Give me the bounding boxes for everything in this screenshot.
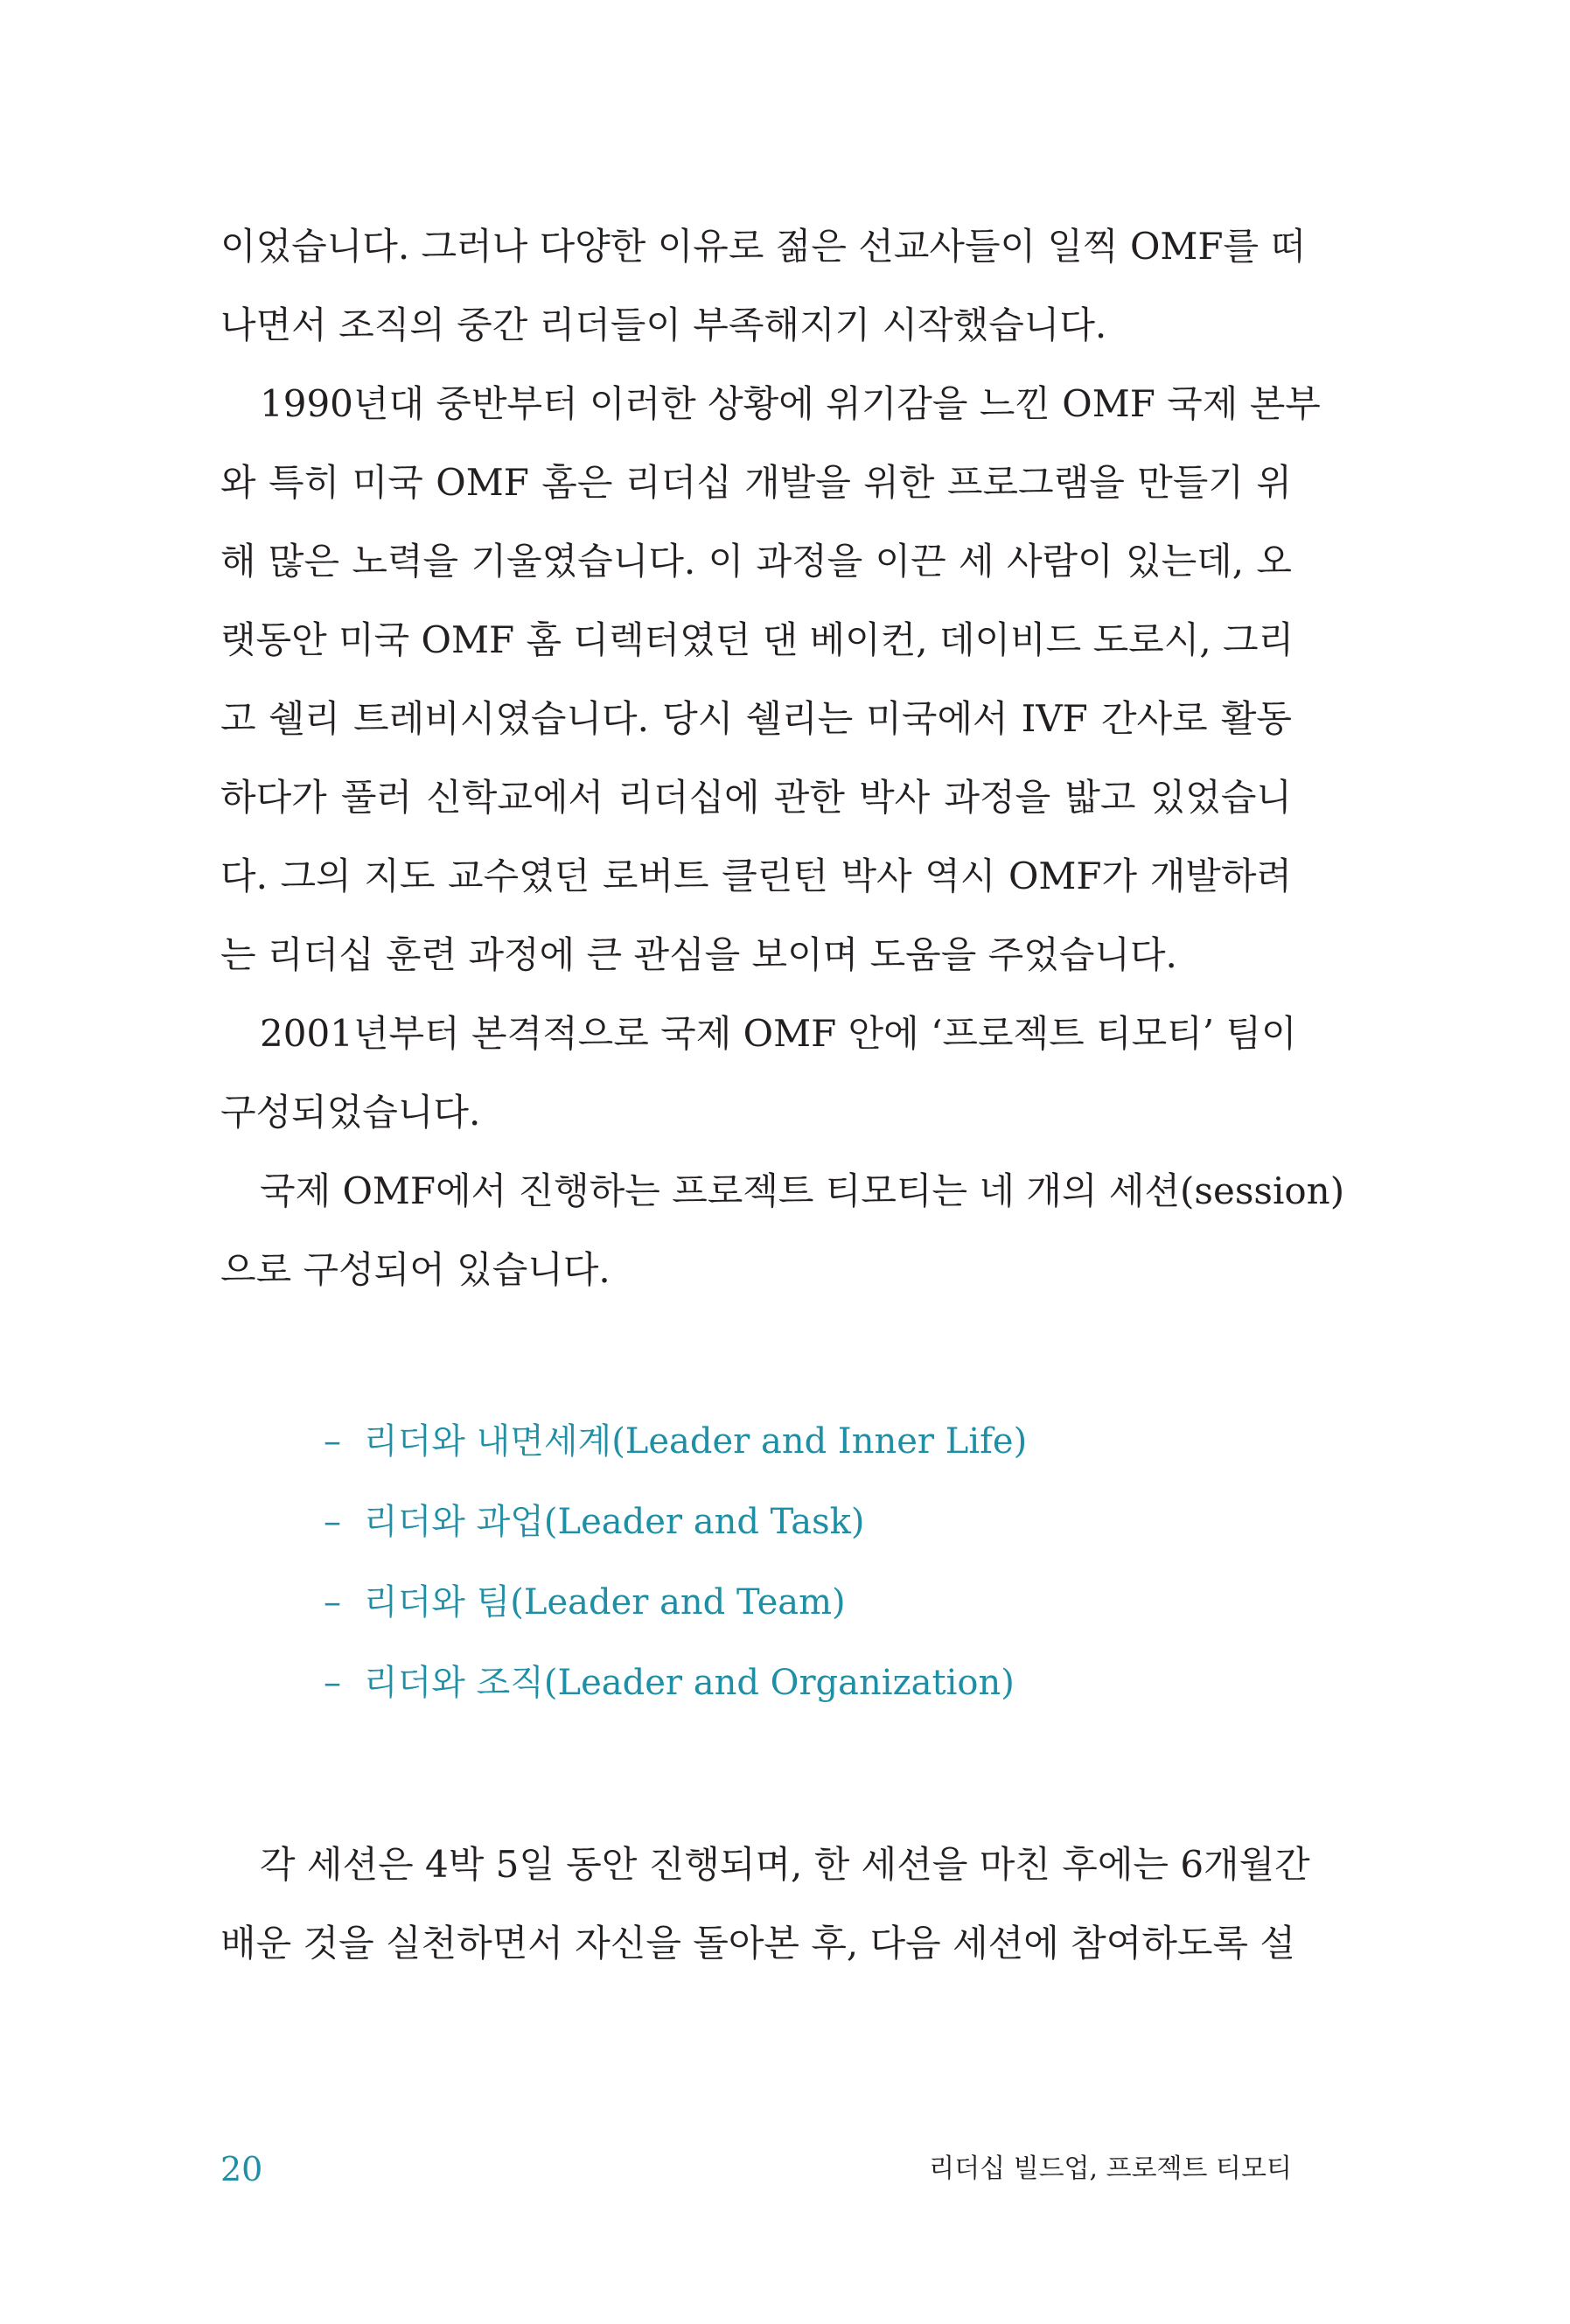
session-label: 리더와 팀(Leader and Team) (364, 1582, 846, 1623)
body-line: 다. 그의 지도 교수였던 로버트 클린턴 박사 역시 OMF가 개발하려 (220, 855, 1292, 897)
running-footer-title: 리더십 빌드업, 프로젝트 티모티 (929, 2153, 1292, 2184)
body-line: 고 쉘리 트레비시였습니다. 당시 쉘리는 미국에서 IVF 간사로 활동 (220, 697, 1292, 740)
body-line: 이었습니다. 그러나 다양한 이유로 젊은 선교사들이 일찍 OMF를 떠 (220, 225, 1307, 268)
session-list-item (324, 1658, 1015, 1707)
body-line: 1990년대 중반부터 이러한 상황에 위기감을 느낀 OMF 국제 본부 (260, 382, 1321, 425)
body-line: 2001년부터 본격적으로 국제 OMF 안에 ‘프로젝트 티모티’ 팀이 (260, 1012, 1297, 1055)
body-line: 구성되었습니다. (220, 1091, 481, 1134)
session-list-item (324, 1417, 1027, 1466)
page-number: 20 (220, 2150, 263, 2188)
session-label: 리더와 내면세계(Leader and Inner Life) (364, 1421, 1028, 1462)
body-line: 각 세션은 4박 5일 동안 진행되며, 한 세션을 마친 후에는 6개월간 (260, 1843, 1310, 1886)
session-list-item (324, 1497, 864, 1546)
list-dash: – (324, 1663, 341, 1703)
session-label: 리더와 조직(Leader and Organization) (364, 1663, 1015, 1703)
body-line: 는 리더십 훈련 과정에 큰 관심을 보이며 도움을 주었습니다. (220, 933, 1177, 976)
body-line: 와 특히 미국 OMF 홈은 리더십 개발을 위한 프로그램을 만들기 위 (220, 461, 1292, 504)
body-line: 해 많은 노력을 기울였습니다. 이 과정을 이끈 세 사람이 있는데, 오 (220, 540, 1292, 583)
body-line: 랫동안 미국 OMF 홈 디렉터였던 댄 베이컨, 데이비드 도로시, 그리 (220, 618, 1294, 661)
body-line: 하다가 풀러 신학교에서 리더십에 관한 박사 과정을 밟고 있었습니 (220, 776, 1292, 819)
list-dash: – (324, 1421, 341, 1462)
list-dash: – (324, 1582, 341, 1623)
session-list-item (324, 1578, 846, 1627)
body-line: 국제 OMF에서 진행하는 프로젝트 티모티는 네 개의 세션(session) (260, 1169, 1345, 1212)
body-line: 배운 것을 실천하면서 자신을 돌아본 후, 다음 세션에 참여하도록 설 (220, 1922, 1295, 1965)
body-line: 으로 구성되어 있습니다. (220, 1248, 611, 1291)
body-line: 나면서 조직의 중간 리더들이 부족해지기 시작했습니다. (220, 304, 1107, 346)
list-dash: – (324, 1502, 341, 1542)
session-label: 리더와 과업(Leader and Task) (364, 1502, 865, 1542)
